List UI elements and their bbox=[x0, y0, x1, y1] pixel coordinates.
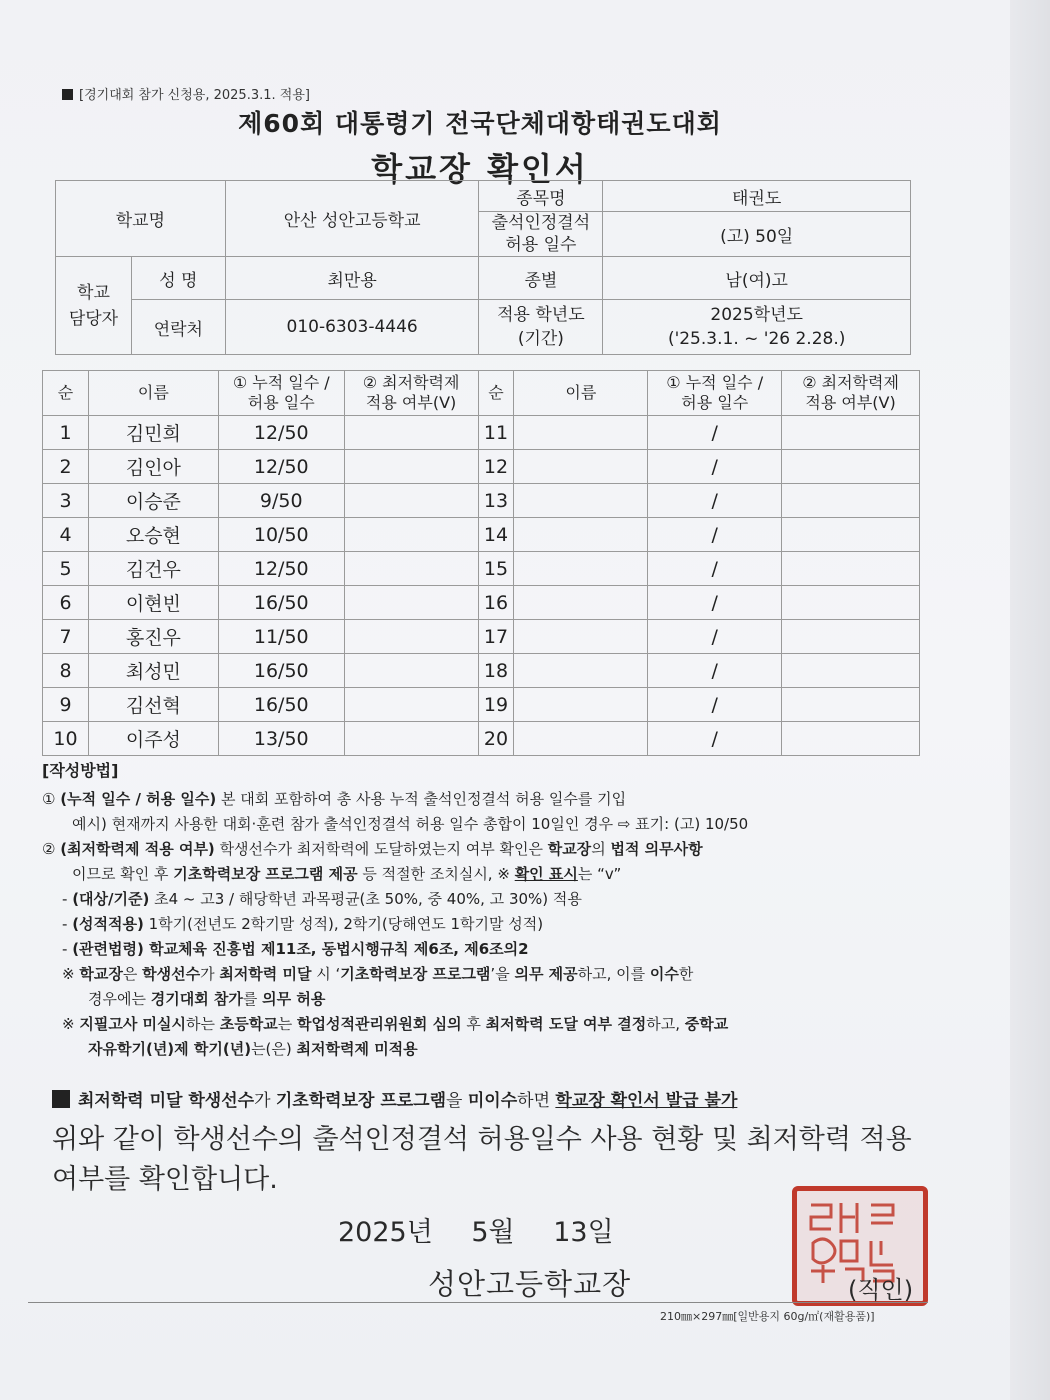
year-label-2: (기간) bbox=[517, 329, 564, 349]
txt-bold: 최저학력 도달 여부 결정 bbox=[485, 1015, 647, 1033]
player-check bbox=[344, 450, 478, 484]
txt: 을 bbox=[446, 1091, 468, 1111]
txt: ① bbox=[42, 790, 61, 808]
player-check bbox=[782, 722, 920, 756]
contact-value: 010-6303-4446 bbox=[225, 300, 479, 355]
txt: 시 ‘ bbox=[311, 965, 341, 983]
row-no: 19 bbox=[478, 688, 514, 722]
row-no: 13 bbox=[478, 484, 514, 518]
player-days: 13/50 bbox=[218, 722, 344, 756]
player-check bbox=[782, 416, 920, 450]
player-rows bbox=[43, 416, 920, 756]
txt: 초4 ~ 고3 / 해당학년 과목평균(초 50%, 중 40%, 고 30%) 적용 bbox=[149, 890, 582, 908]
player-check bbox=[782, 688, 920, 722]
player-name: 이승준 bbox=[88, 484, 218, 518]
school-info-table bbox=[55, 180, 911, 355]
square-bullet-icon bbox=[62, 89, 73, 100]
document-subtitle: 학교장 확인서 bbox=[371, 150, 589, 188]
player-days: 16/50 bbox=[218, 688, 344, 722]
table-row bbox=[43, 484, 920, 518]
instruction-line-2: 예시) 현재까지 사용한 대회·훈련 참가 출석인정결석 허용 일수 총합이 10일인 경우 ⇨ 표기: (고) 10/50 bbox=[72, 815, 749, 833]
year-label bbox=[479, 300, 603, 355]
player-days: 12/50 bbox=[218, 450, 344, 484]
player-days: 16/50 bbox=[218, 586, 344, 620]
col-days-left bbox=[218, 371, 344, 416]
player-name: 이주성 bbox=[88, 722, 218, 756]
instruction-line-4 bbox=[42, 862, 932, 887]
name-label: 성 명 bbox=[131, 257, 225, 300]
player-name bbox=[514, 722, 648, 756]
player-check bbox=[782, 586, 920, 620]
table-row bbox=[43, 552, 920, 586]
issue-date: 2025년 5월 13일 bbox=[338, 1217, 614, 1248]
row-no: 17 bbox=[478, 620, 514, 654]
txt: 를 bbox=[242, 990, 263, 1008]
player-name bbox=[514, 620, 648, 654]
col-check-2: 적용 여부(V) bbox=[805, 393, 896, 412]
manager-label-2: 담당자 bbox=[68, 308, 119, 329]
year-label-1: 적용 학년도 bbox=[497, 305, 585, 325]
player-check bbox=[782, 484, 920, 518]
instruction-line-8 bbox=[42, 962, 932, 987]
txt: 는 bbox=[277, 1015, 297, 1033]
manager-label-1: 학교 bbox=[77, 282, 110, 303]
instruction-line-11 bbox=[42, 1037, 932, 1062]
txt-bold: 최저학력 미달 bbox=[219, 965, 312, 983]
txt: 등 적절한 조치실시, ※ bbox=[357, 865, 515, 883]
txt-bold: 중학교 bbox=[684, 1015, 729, 1033]
txt: ② bbox=[42, 840, 61, 858]
row-no: 12 bbox=[478, 450, 514, 484]
gender-label: 종별 bbox=[479, 257, 603, 300]
player-check bbox=[344, 416, 478, 450]
player-days: 11/50 bbox=[218, 620, 344, 654]
player-name bbox=[514, 450, 648, 484]
row-no: 10 bbox=[43, 722, 89, 756]
col-no-left: 순 bbox=[43, 371, 89, 416]
table-row bbox=[43, 416, 920, 450]
txt-bold: 법적 의무사항 bbox=[610, 840, 703, 858]
gender-value: 남(여)고 bbox=[603, 257, 911, 300]
player-check bbox=[782, 518, 920, 552]
col-name-right: 이름 bbox=[514, 371, 648, 416]
event-value: 태권도 bbox=[603, 181, 911, 212]
player-check bbox=[344, 620, 478, 654]
player-name: 오승현 bbox=[88, 518, 218, 552]
player-name bbox=[514, 518, 648, 552]
player-name: 이현빈 bbox=[88, 586, 218, 620]
txt: ※ bbox=[62, 965, 80, 983]
form-note bbox=[62, 84, 310, 103]
txt-bold: 최저학력 미달 학생선수 bbox=[78, 1091, 255, 1111]
col-check-left bbox=[344, 371, 478, 416]
col-days-2: 허용 일수 bbox=[681, 393, 749, 412]
player-check bbox=[344, 688, 478, 722]
player-check bbox=[782, 552, 920, 586]
table-row bbox=[43, 620, 920, 654]
principal-signature: 성안고등학교장 bbox=[428, 1267, 632, 1301]
table-row bbox=[43, 654, 920, 688]
txt-bold: 이수 bbox=[649, 965, 679, 983]
txt-bold: 확인 표시 bbox=[514, 865, 578, 883]
txt-bold: 미이수 bbox=[467, 1091, 518, 1111]
player-table bbox=[42, 370, 920, 756]
txt-bold: 초등학교 bbox=[219, 1015, 278, 1033]
table-header-row bbox=[43, 371, 920, 416]
page-edge bbox=[1010, 0, 1050, 1400]
txt-bold: (누적 일수 / 허용 일수) bbox=[60, 790, 217, 808]
instructions bbox=[42, 758, 932, 1062]
seal-label: (직인) bbox=[848, 1276, 914, 1304]
player-days: / bbox=[648, 586, 782, 620]
txt: 1학기(전년도 2학기말 성적), 2학기(당해연도 1학기말 성적) bbox=[143, 915, 544, 933]
col-days-1: ① 누적 일수 / bbox=[232, 373, 330, 392]
txt: ※ bbox=[62, 1015, 80, 1033]
col-check-right bbox=[782, 371, 920, 416]
player-check bbox=[344, 722, 478, 756]
school-value: 안산 성안고등학교 bbox=[225, 181, 479, 257]
txt-bold: (관련법령) 학교체육 진흥법 제11조, 동법시행규칙 제6조, 제6조의2 bbox=[72, 940, 529, 958]
txt: 후 bbox=[461, 1015, 486, 1033]
player-name: 홍진우 bbox=[88, 620, 218, 654]
txt-bold: 학업성적관리위원회 심의 bbox=[296, 1015, 462, 1033]
school-label: 학교명 bbox=[56, 181, 226, 257]
player-name bbox=[514, 416, 648, 450]
player-name: 김선혁 bbox=[88, 688, 218, 722]
txt: 은 bbox=[122, 965, 143, 983]
player-days: / bbox=[648, 620, 782, 654]
player-name: 김건우 bbox=[88, 552, 218, 586]
player-days: / bbox=[648, 654, 782, 688]
txt: - bbox=[62, 940, 73, 958]
row-no: 5 bbox=[43, 552, 89, 586]
instruction-line-9 bbox=[42, 987, 932, 1012]
player-check bbox=[344, 586, 478, 620]
txt: 가 bbox=[200, 965, 220, 983]
instruction-line-3 bbox=[42, 837, 932, 862]
txt: ’을 bbox=[490, 965, 515, 983]
player-name: 김인아 bbox=[88, 450, 218, 484]
txt: 는(은) bbox=[251, 1040, 297, 1058]
txt: 하고, bbox=[646, 1015, 685, 1033]
txt-bold: 학교장 bbox=[547, 840, 592, 858]
txt-bold: 기초학력보장 프로그램 bbox=[340, 965, 491, 983]
txt: - bbox=[62, 890, 73, 908]
contact-label: 연락처 bbox=[131, 300, 225, 355]
table-row bbox=[43, 450, 920, 484]
event-label: 종목명 bbox=[479, 181, 603, 212]
txt: 한 bbox=[678, 965, 694, 983]
player-check bbox=[344, 552, 478, 586]
table-row bbox=[43, 518, 920, 552]
txt: 본 대회 포함하여 총 사용 누적 출석인정결석 허용 일수를 기입 bbox=[216, 790, 627, 808]
txt-bold: 학생선수 bbox=[142, 965, 201, 983]
paper-spec: 210㎜×297㎜[일반용지 60g/㎡(재활용품)] bbox=[660, 1310, 875, 1323]
txt-bold: (대상/기준) bbox=[72, 890, 150, 908]
player-name bbox=[514, 586, 648, 620]
player-days: 16/50 bbox=[218, 654, 344, 688]
absence-label-2: 허용 일수 bbox=[505, 235, 577, 255]
year-value bbox=[603, 300, 911, 355]
txt-bold: 의무 허용 bbox=[262, 990, 326, 1008]
row-no: 16 bbox=[478, 586, 514, 620]
player-check bbox=[344, 654, 478, 688]
txt: 하는 bbox=[186, 1015, 220, 1033]
row-no: 15 bbox=[478, 552, 514, 586]
player-name bbox=[514, 654, 648, 688]
player-days: / bbox=[648, 552, 782, 586]
instruction-line-10 bbox=[42, 1012, 932, 1037]
document-title: 제60회 대통령기 전국단체대항태권도대회 bbox=[238, 109, 722, 138]
txt: 의 bbox=[591, 840, 611, 858]
txt-bold: 최저학력제 미적용 bbox=[296, 1040, 418, 1058]
name-value: 최만용 bbox=[225, 257, 479, 300]
instruction-line-6 bbox=[42, 912, 932, 937]
txt: 하고, 이를 bbox=[577, 965, 650, 983]
txt-bold: 학교장 확인서 발급 불가 bbox=[555, 1091, 738, 1111]
player-days: 10/50 bbox=[218, 518, 344, 552]
row-no: 18 bbox=[478, 654, 514, 688]
col-days-right bbox=[648, 371, 782, 416]
col-check-1: ② 최저학력제 bbox=[362, 373, 460, 392]
player-days: 12/50 bbox=[218, 552, 344, 586]
year-value-2: ('25.3.1. ~ '26 2.28.) bbox=[667, 329, 846, 349]
row-no: 20 bbox=[478, 722, 514, 756]
player-check bbox=[344, 518, 478, 552]
instruction-line-7 bbox=[42, 937, 932, 962]
txt-bold: 기초학력보장 프로그램 bbox=[275, 1091, 447, 1111]
txt-bold: 지필고사 미실시 bbox=[79, 1015, 186, 1033]
instructions-heading: [작성방법] bbox=[42, 761, 119, 780]
row-no: 4 bbox=[43, 518, 89, 552]
row-no: 14 bbox=[478, 518, 514, 552]
absence-value: (고) 50일 bbox=[603, 212, 911, 257]
row-no: 6 bbox=[43, 586, 89, 620]
absence-label bbox=[479, 212, 603, 257]
row-no: 2 bbox=[43, 450, 89, 484]
col-check-2: 적용 여부(V) bbox=[365, 393, 457, 412]
player-name: 김민희 bbox=[88, 416, 218, 450]
col-check-1: ② 최저학력제 bbox=[802, 373, 899, 392]
col-days-1: ① 누적 일수 / bbox=[666, 373, 764, 392]
txt-bold: 의무 제공 bbox=[514, 965, 578, 983]
player-days: / bbox=[648, 416, 782, 450]
txt: 가 bbox=[254, 1091, 276, 1111]
form-note-text: [경기대회 참가 신청용, 2025.3.1. 적용] bbox=[79, 88, 310, 103]
player-name bbox=[514, 552, 648, 586]
txt: - bbox=[62, 915, 73, 933]
warning-line bbox=[52, 1086, 737, 1111]
instruction-line-1 bbox=[42, 787, 932, 812]
footer-divider bbox=[28, 1302, 928, 1303]
col-no-right: 순 bbox=[478, 371, 514, 416]
txt-bold: 기초학력보장 프로그램 제공 bbox=[173, 865, 358, 883]
player-name: 최성민 bbox=[88, 654, 218, 688]
row-no: 9 bbox=[43, 688, 89, 722]
player-days: / bbox=[648, 484, 782, 518]
row-no: 7 bbox=[43, 620, 89, 654]
confirmation-text: 위와 같이 학생선수의 출석인정결석 허용일수 사용 현황 및 최저학력 적용 여부를 확인합니다. bbox=[52, 1124, 912, 1195]
arrow-box-icon bbox=[52, 1090, 70, 1108]
txt: 경우에는 bbox=[88, 990, 151, 1008]
player-days: / bbox=[648, 518, 782, 552]
player-check bbox=[782, 620, 920, 654]
instruction-line-5 bbox=[42, 887, 932, 912]
txt-bold: (성적적용) bbox=[72, 915, 144, 933]
row-no: 11 bbox=[478, 416, 514, 450]
txt: 는 “v” bbox=[577, 865, 622, 883]
player-name bbox=[514, 688, 648, 722]
col-days-2: 허용 일수 bbox=[247, 393, 315, 412]
txt-bold: 자유학기(년)제 학기(년) bbox=[88, 1040, 252, 1058]
player-days: / bbox=[648, 722, 782, 756]
player-check bbox=[782, 450, 920, 484]
col-name-left: 이름 bbox=[88, 371, 218, 416]
player-days: / bbox=[648, 688, 782, 722]
player-days: 12/50 bbox=[218, 416, 344, 450]
txt-bold: (최저학력제 적용 여부) bbox=[60, 840, 215, 858]
player-check bbox=[782, 654, 920, 688]
player-check bbox=[344, 484, 478, 518]
txt: 이므로 확인 후 bbox=[72, 865, 174, 883]
row-no: 1 bbox=[43, 416, 89, 450]
txt: 하면 bbox=[517, 1091, 556, 1111]
absence-label-1: 출석인정결석 bbox=[491, 213, 591, 233]
player-days: 9/50 bbox=[218, 484, 344, 518]
player-days: / bbox=[648, 450, 782, 484]
row-no: 3 bbox=[43, 484, 89, 518]
row-no: 8 bbox=[43, 654, 89, 688]
year-value-1: 2025학년도 bbox=[710, 305, 803, 325]
txt-bold: 경기대회 참가 bbox=[150, 990, 243, 1008]
txt-bold: 학교장 bbox=[79, 965, 123, 983]
table-row bbox=[43, 722, 920, 756]
txt: 학생선수가 최저학력에 도달하였는지 여부 확인은 bbox=[214, 840, 548, 858]
table-row bbox=[43, 586, 920, 620]
table-row bbox=[43, 688, 920, 722]
manager-label bbox=[56, 257, 132, 355]
player-name bbox=[514, 484, 648, 518]
